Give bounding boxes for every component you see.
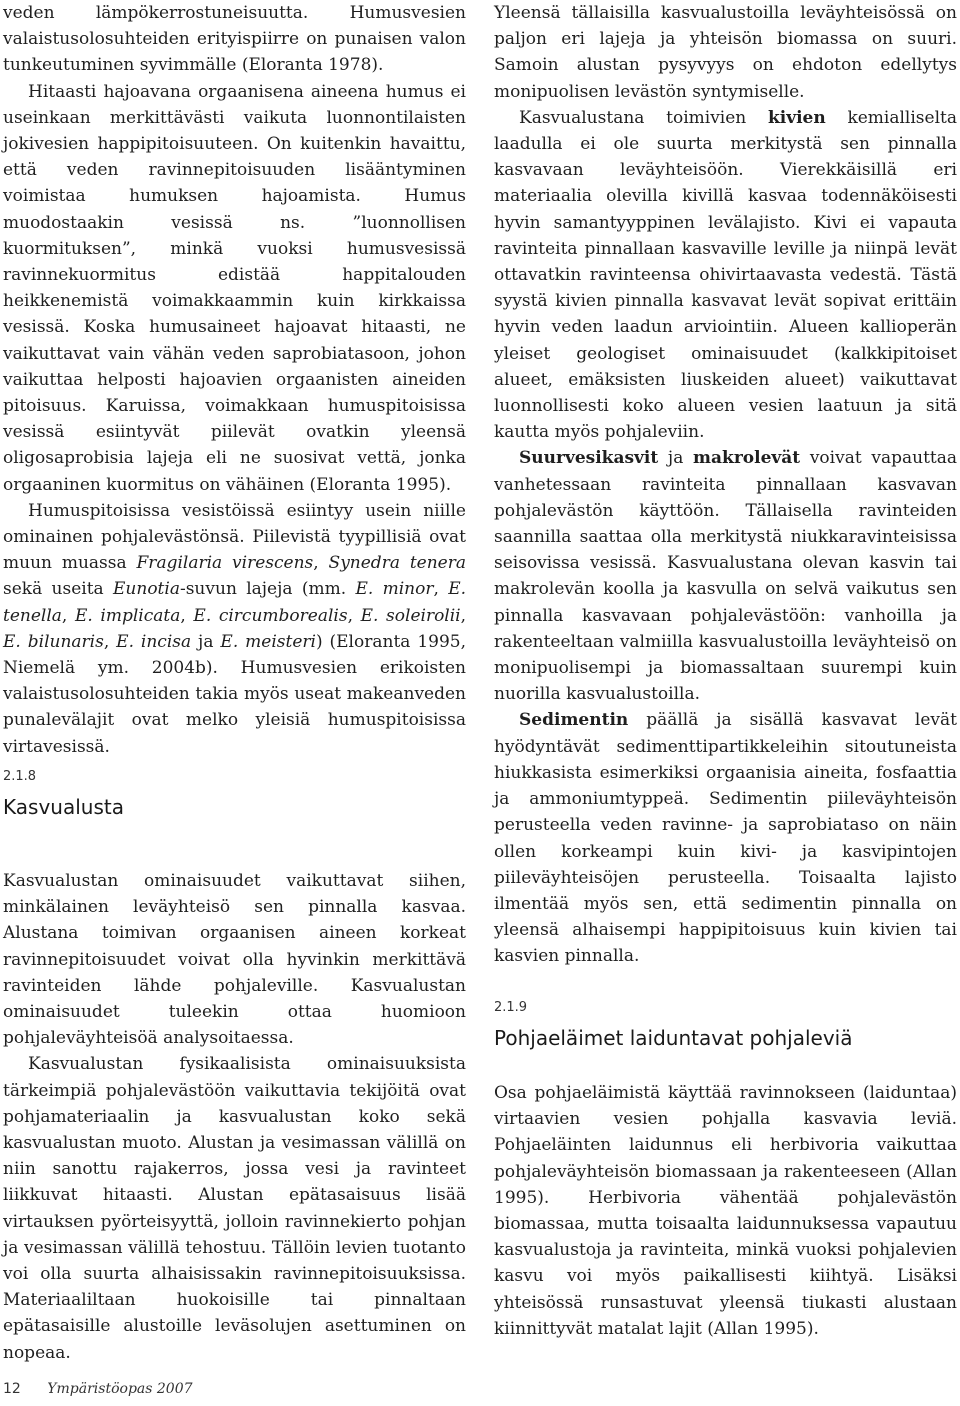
- paragraph: Suurvesikasvit ja makrolevät voivat vapauttaa vanhetessaan ravinteita pinnallaan kasvavan pohjalevästön käyttöön. Tällaisella ravinteiden saannilla saattaa olla merkitystä niukkaravinteisissa seisovissa vesissä. Kasvualustana olevan kasvin tai makrolevän koolla ja kasvulla on selvä vaikutus sen pinnalla kasvavaan pohjalevästöön: vanhoilla ja rakenteeltaan valmiilla kasvualustoilla leväyhteisö on monipuolisempi ja biomassaltaan suurempi kuin nuorilla kasvualustoilla.: [494, 448, 958, 705]
- section-heading: [3, 769, 466, 819]
- paragraph: Kasvualustan fysikaalisista ominaisuuksista tärkeimpiä pohjalevästöön vaikuttavia tekijöitä ovat pohjamateriaalin ja kasvualustan koko sekä kasvualustan muoto. Alustan ja vesimassan välillä on niin sanottu rajakerros, jossa vesi ja ravinteet liikkuvat hitaasti. Alustan epätasaisuus lisää virtauksen pyörteisyyttä, jolloin ravinnekierto pohjan ja vesimassan välillä tehostuu. Tällöin levien tuotanto voi olla suurta alhaisissakin ravinnepitoisuuksissa. Materiaaliltaan huokoisille tai pinnaltaan epätasaisille alustoille leväsolujen asettuminen on nopeaa.: [3, 1054, 466, 1363]
- left-column-lower: [3, 868, 466, 1366]
- paragraph: Humuspitoisissa vesistöissä esiintyy usein niille ominainen pohjalevästönsä. Piilevistä tyypillisiä ovat muun muassa Fragilaria virescens, Synedra tenera sekä useita Eunotia-suvun lajeja (mm. E. minor, E. tenella, E. implicata, E. circumborealis, E. soleirolii, E. bilunaris, E. incisa ja E. meisteri) (Eloranta 1995, Niemelä ym. 2004b). Humusvesien erikoisten valaistusolosuhteiden takia myös useat makeanveden punalevälajit ovat melko yleisiä humuspitoisissa virtavesissä.: [3, 500, 467, 757]
- page-number: 12: [3, 1381, 21, 1397]
- paragraph: Yleensä tällaisilla kasvualustoilla leväyhteisössä on paljon eri lajeja ja yhteisön biomassa on suuri. Samoin alustan pysyvyys on ehdoton edellytys monipuolisen levästön syntymiselle.: [494, 3, 957, 102]
- section-title: Pohjaeläimet laiduntavat pohjaleviä: [494, 1026, 853, 1050]
- section-heading: [494, 1000, 957, 1050]
- right-column-lower: [494, 1080, 957, 1342]
- section-title: Kasvualusta: [3, 795, 124, 819]
- right-column: [494, 0, 957, 970]
- paragraph: veden lämpökerrostuneisuutta. Humusvesien valaistusolosuhteiden erityispiirre on punaisen valon tunkeutuminen syvimmälle (Eloranta 1978).: [3, 3, 466, 76]
- publication-title: Ympäristöopas 2007: [47, 1381, 193, 1397]
- paragraph: Hitaasti hajoavana orgaanisena aineena humus ei useinkaan merkittävästi vaikuta luonnontilaisten jokivesien happipitoisuuteen. On kuitenkin havaittu, että veden ravinnepitoisuuden lisääntyminen voimistaa humuksen hajoamista. Humus muodostaakin vesissä ns. ”luonnollisen kuormituksen”, minkä vuoksi humusvesissä ravinnekuormitus edistää happitalouden heikkenemistä voimakkaammin kuin kirkkaissa vesissä. Koska humusaineet hajoavat hitaasti, ne vaikuttavat vain vähän veden saprobiatasoon, johon vaikuttaa helposti hajoavien orgaanisten aineiden pitoisuus. Karuissa, voimakkaan humuspitoisissa vesissä esiintyvät piilevät ovatkin yleensä oligosaprobisia lajeja eli ne suosivat vettä, jonka orgaaninen kuormitus on vähäinen (Eloranta 1995).: [3, 81, 466, 495]
- paragraph: Sedimentin päällä ja sisällä kasvavat levät hyödyntävät sedimenttipartikkeleihin sitoutuneista hiukkasista esimerkiksi orgaanisia aineita, fosfaattia ja ammoniumtyppeä. Sedimentin piileväyhteisön perusteella veden ravinne- ja saprobiataso on näin ollen korkeampi kuin kivi- ja kasvipintojen piileväyhteisöjen perusteella. Toisaalta lajisto ilmentää myös sen, että sedimentin pinnalla on yleensä alhaisempi happipitoisuus kuin kivien tai kasvien pinnalla.: [494, 710, 957, 967]
- paragraph: Kasvualustan ominaisuudet vaikuttavat siihen, minkälainen leväyhteisö sen pinnalla kasvaa. Alustana toimivan orgaanisen aineen korkeat ravinnepitoisuudet voivat olla hyvinkin merkittävä ravinteiden lähde pohjaleville. Kasvualustan ominaisuudet tuleekin ottaa huomioon pohjaleväyhteisöä analysoitaessa.: [3, 871, 466, 1049]
- section-number: 2.1.8: [3, 769, 37, 784]
- paragraph: Osa pohjaeläimistä käyttää ravinnokseen (laiduntaa) virtaavien vesien pohjalla kasvavia leviä. Pohjaeläinten laidunnus eli herbivoria vaikuttaa pohjaleväyhteisön biomassaan ja rakenteeseen (Allan 1995). Herbivoria vähentää pohjalevästön biomassaa, mutta toisaalta laidunnuksessa vapautuu kasvualustoja ja ravinteita, minkä vuoksi pohjalevien kasvu voi myös paikallisesti kiihtyä. Lisäksi yhteisössä runsastuvat yleensä tiukasti alustaan kiinnittyvät matalat lajit (Allan 1995).: [494, 1083, 957, 1339]
- page-footer: [3, 1381, 193, 1397]
- paragraph: Kasvualustana toimivien kivien kemialliselta laadulla ei ole suurta merkitystä sen pinnalla kasvavaan leväyhteisöön. Vierekkäisillä eri materiaalia olevilla kivillä kasvaa todennäköisesti hyvin samantyyppinen levälajisto. Kivi ei vapauta ravinteita pinnallaan kasvaville leville ja niinpä levät ottavatkin ravinteensa ohivirtaavasta vedestä. Tästä syystä kivien pinnalla kasvavat levät sopivat erittäin hyvin veden laadun arviointiin. Alueen kallioperän yleiset geologiset ominaisuudet (kalkkipitoiset alueet, emäksisten liuskeiden alueet) vaikuttavat luonnollisesti koko alueen vesien laatuun ja sitä kautta myös pohjaleviin.: [494, 107, 957, 443]
- left-column: [3, 0, 466, 760]
- section-number: 2.1.9: [494, 1000, 528, 1015]
